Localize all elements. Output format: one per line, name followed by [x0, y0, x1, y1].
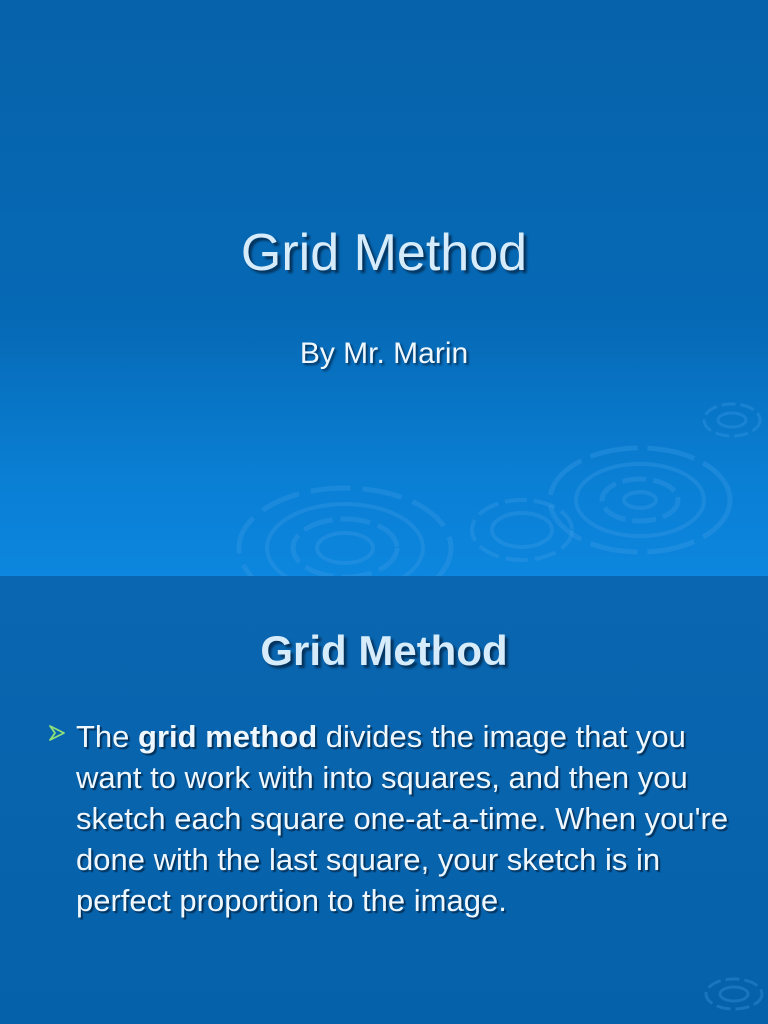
bullet-item — [48, 716, 738, 921]
slide-subtitle: By Mr. Marin — [299, 337, 469, 370]
slide-title: Grid Method — [240, 224, 528, 282]
slide-title: Grid Method — [260, 627, 508, 674]
bullet-text-rest: divides the image that you want to work with into squares, and then you sketch each square one-at-a-time. When you're done with the last square, your sketch is in perfect proportion to the image. — [76, 719, 729, 918]
bullet-text — [76, 716, 738, 921]
bullet-text-bold: grid method — [138, 719, 318, 754]
bullet-text-lead: The — [76, 719, 139, 754]
content-slide — [0, 576, 768, 1024]
arrowhead-bullet-icon — [48, 724, 66, 742]
